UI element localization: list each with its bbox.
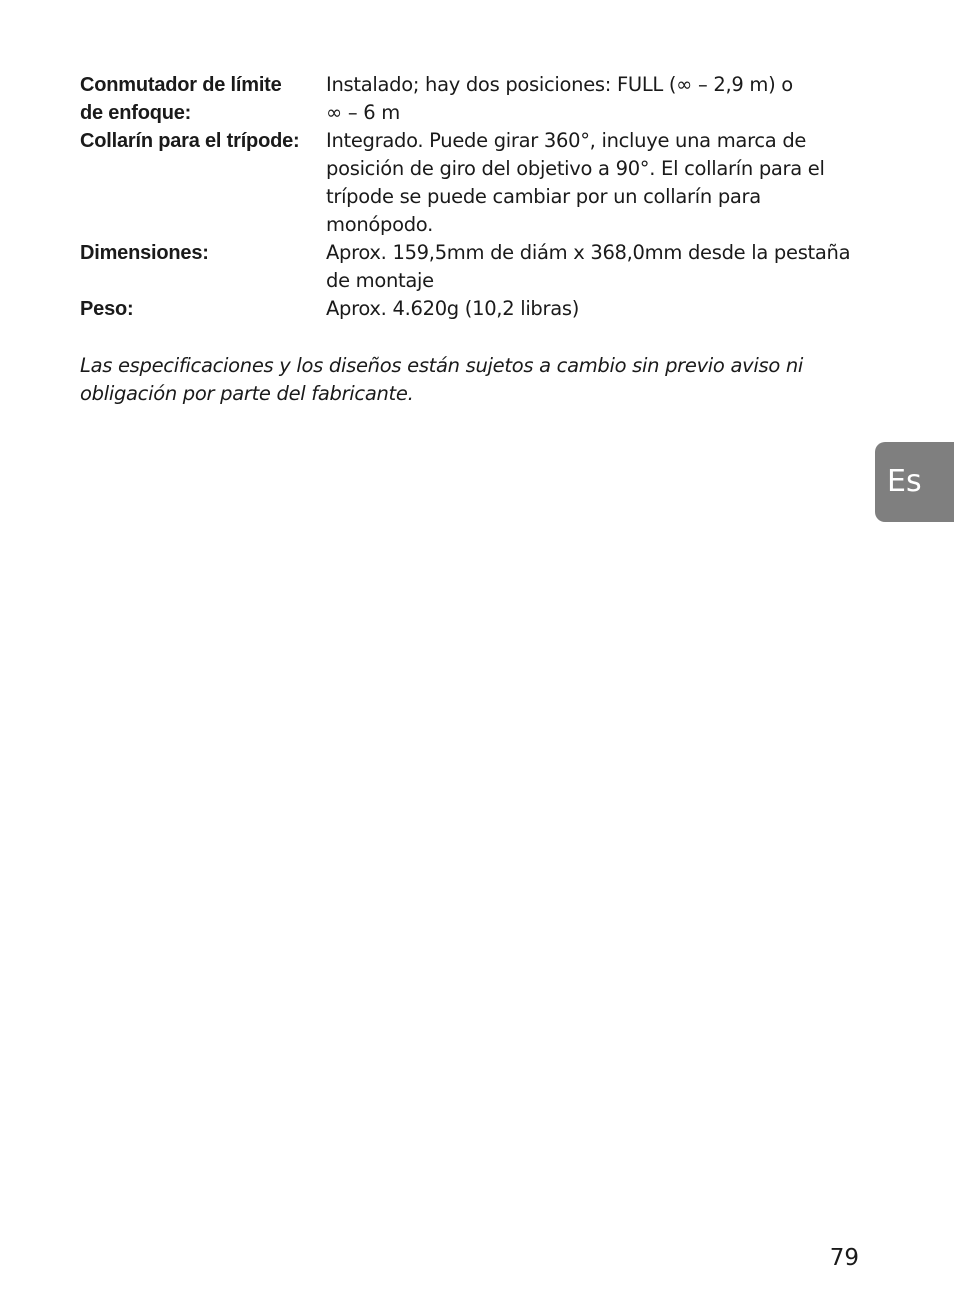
- spec-value: Aprox. 159,5mm de diám x 368,0mm desde la pestaña de montaje: [326, 241, 851, 292]
- language-tab: Es: [875, 442, 954, 522]
- spec-row-focus-limit: [80, 71, 870, 127]
- spec-row-tripod-collar: [80, 127, 870, 239]
- specifications-list: [80, 71, 870, 323]
- spec-label: Peso:: [80, 298, 134, 320]
- spec-label: Collarín para el trípode:: [80, 130, 300, 152]
- page-number: 79: [829, 1245, 859, 1271]
- spec-value: Aprox. 4.620g (10,2 libras): [326, 297, 580, 320]
- spec-value: Instalado; hay dos posiciones: FULL (∞ – 2,9 m) o ∞ – 6 m: [326, 73, 793, 124]
- spec-row-weight: [80, 295, 870, 323]
- disclaimer-note: Las especificaciones y los diseños están sujetos a cambio sin previo aviso ni obligación por parte del fabricante.: [80, 354, 804, 405]
- spec-label: Dimensiones:: [80, 242, 209, 264]
- spec-label: Conmutador de límite de enfoque:: [80, 74, 282, 124]
- spec-value: Integrado. Puede girar 360°, incluye una marca de posición de giro del objetivo a 90°. El collarín para el trípode se puede cambiar por un collarín para monópodo.: [326, 129, 825, 236]
- spec-row-dimensions: [80, 239, 870, 295]
